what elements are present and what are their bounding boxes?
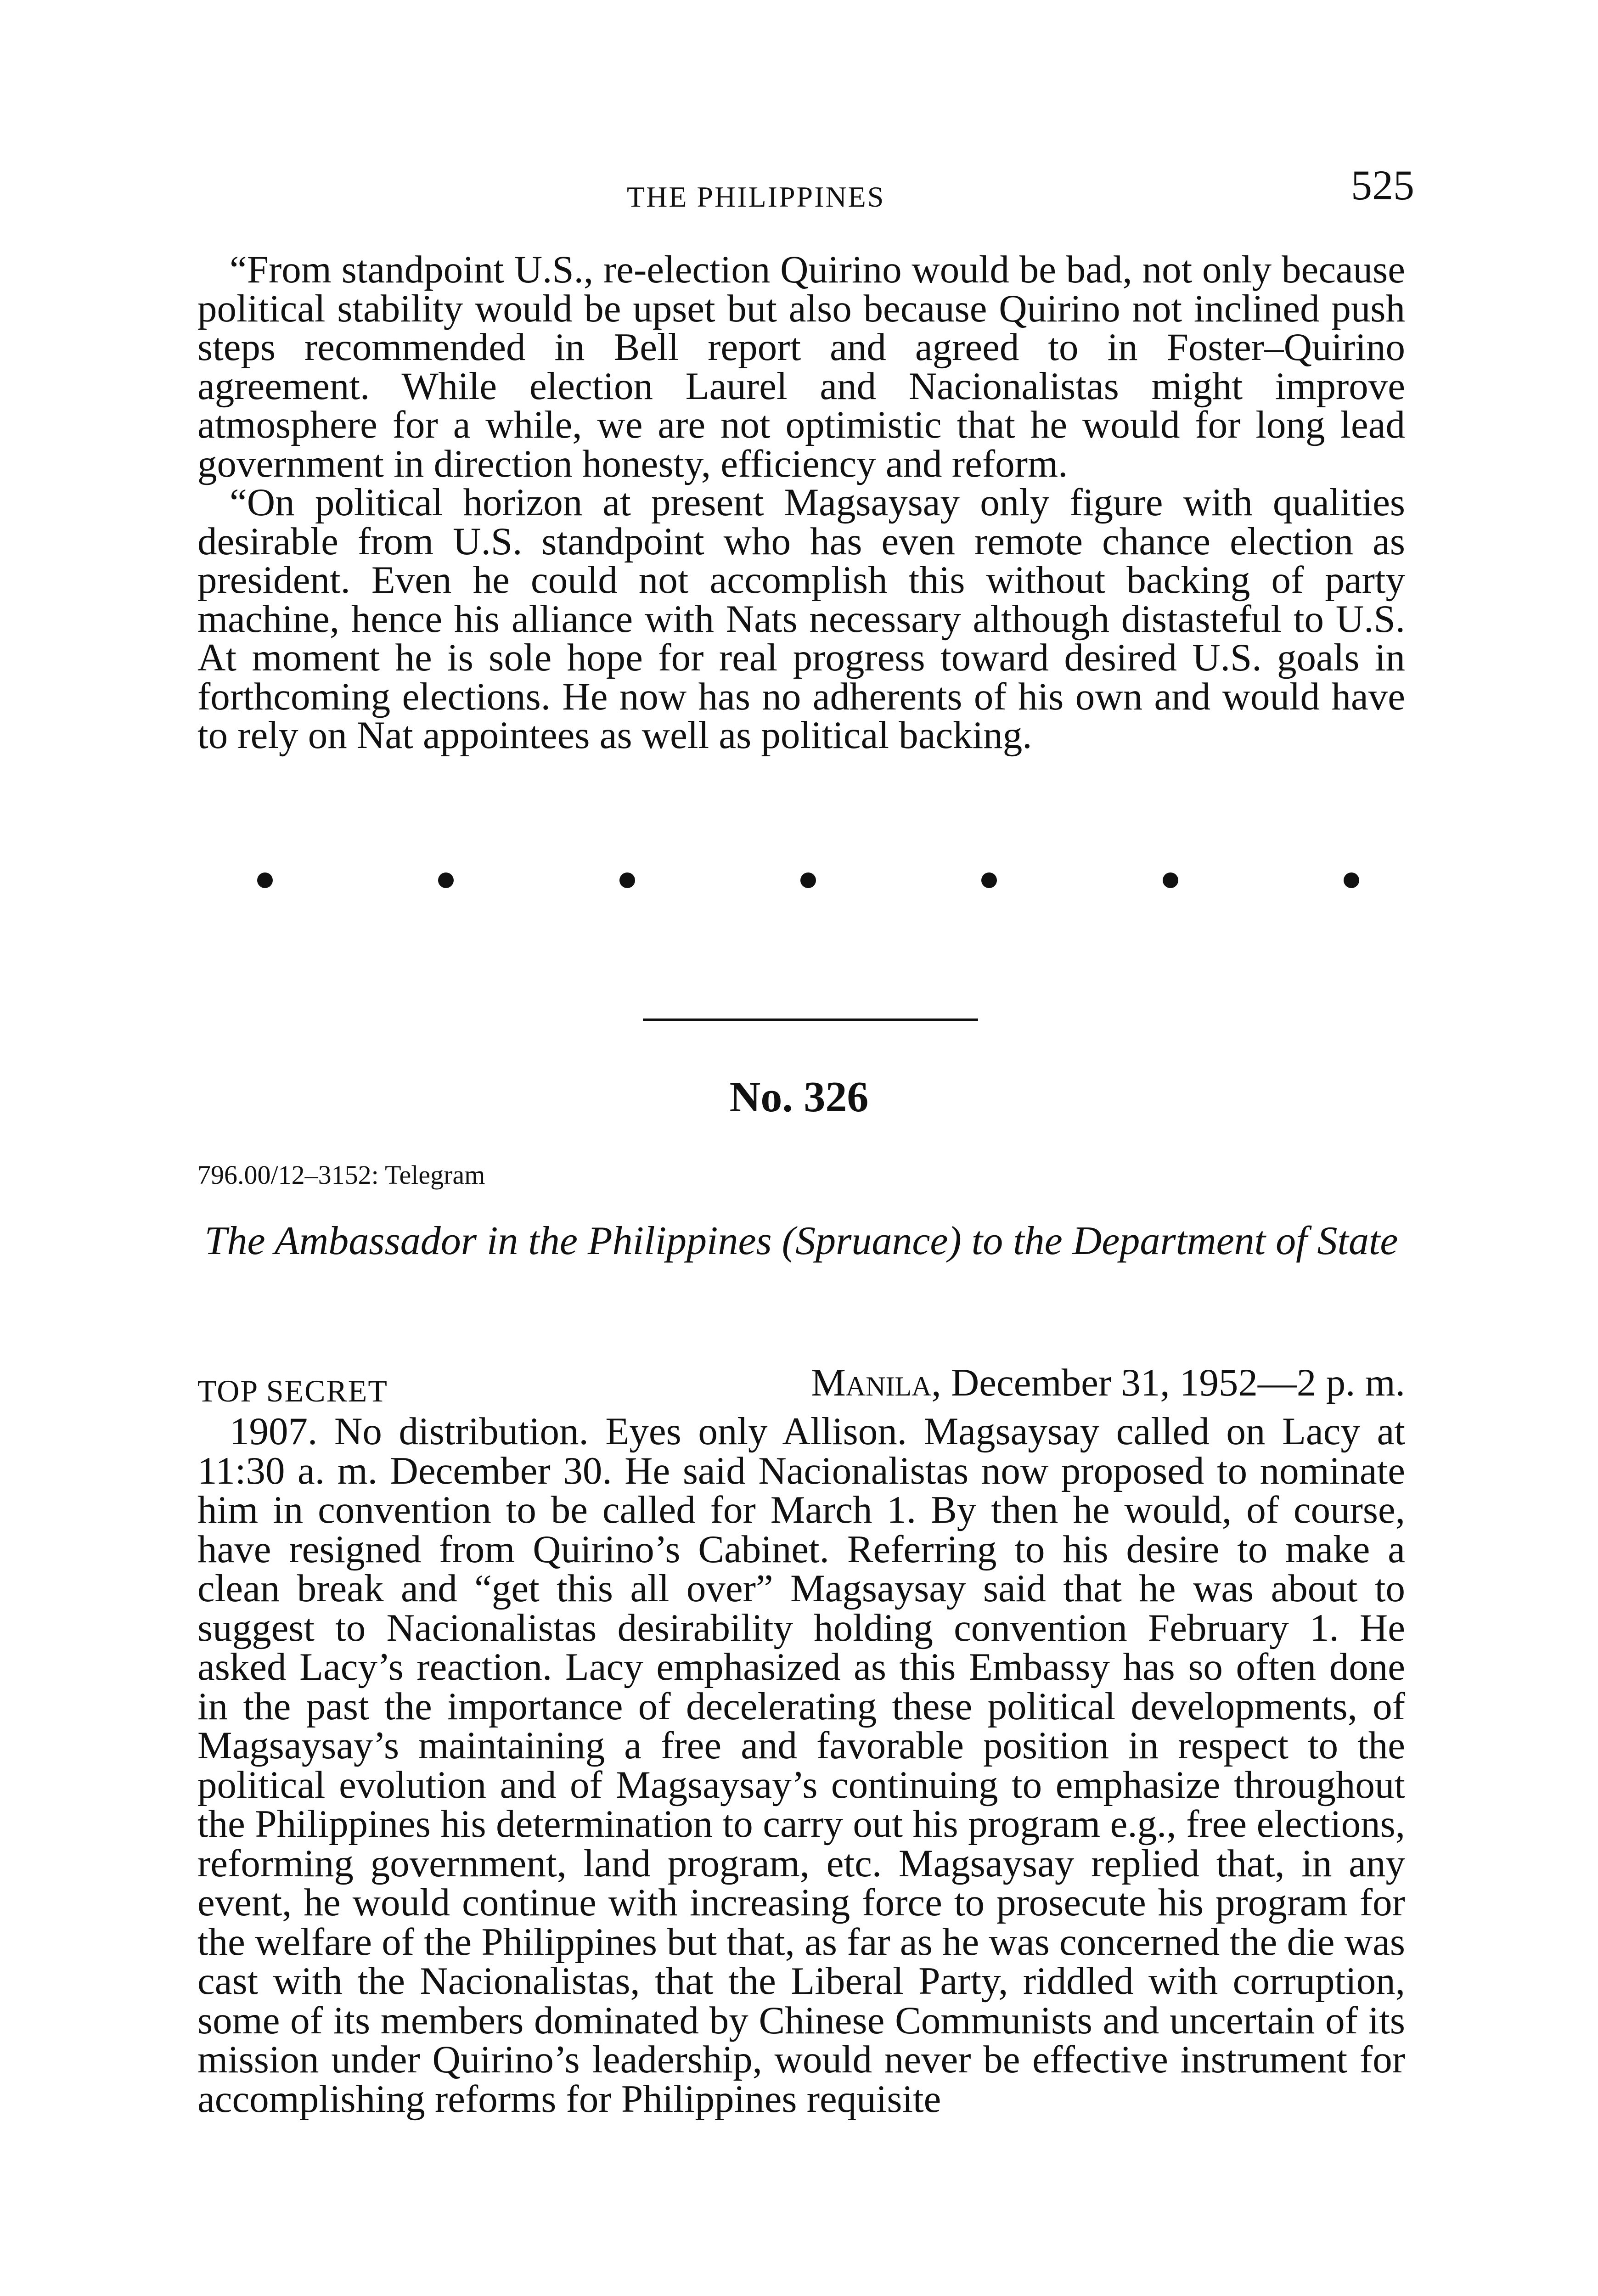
omission-dot xyxy=(981,872,997,888)
classification-label: TOP SECRET xyxy=(197,1373,388,1408)
omission-dot xyxy=(619,872,635,888)
omission-dot xyxy=(1344,872,1359,888)
document-number: No. 326 xyxy=(729,1073,869,1121)
dateline xyxy=(811,1360,1405,1405)
omission-dot xyxy=(800,872,816,888)
excerpt-paragraph-2: “On political horizon at present Magsaysay only figure with qualities desirable from U.S. standpoint who has even remote chance election as president. Even he could not accomplish this without backing of party machine, hence his alliance with Nats necessary although distasteful to U.S. At moment he is sole hope for real progress toward desired U.S. goals in forthcoming elections. He now has no adherents of his own and would have to rely on Nat appointees as well as political backing. xyxy=(197,481,1405,757)
dateline-date: December 31, 1952—2 p. m. xyxy=(951,1361,1405,1404)
omission-dot xyxy=(438,872,454,888)
running-head: THE PHILIPPINES xyxy=(627,180,885,213)
telegram-body xyxy=(197,1412,1405,2119)
file-reference: 796.00/12–3152: Telegram xyxy=(197,1160,485,1190)
telegram-paragraph: 1907. No distribution. Eyes only Allison. Magsaysay called on Lacy at 11:30 a. m. December 30. He said Nacionalistas now proposed to nominate him in convention to be called for March 1. By then he would, of course, have resigned from Quirino’s Cabinet. Referring to his desire to make a clean break and “get this all over” Magsaysay said that he was about to suggest to Nacionalistas desirability holding convention February 1. He asked Lacy’s reaction. Lacy emphasized as this Embassy has so often done in the past the importance of decelerating these political developments, of Magsaysay’s maintaining a free and favorable position in respect to the political evolution and of Magsaysay’s continuing to emphasize throughout the Philippines his determination to carry out his program e.g., free elections, reforming government, land program, etc. Magsaysay replied that, in any event, he would continue with increasing force to prosecute his program for the welfare of the Philippines but that, as far as he was concerned the die was cast with the Nacionalistas, that the Liberal Party, riddled with corruption, some of its members dominated by Chinese Communists and uncertain of its mission under Quirino’s leadership, would never be effective instrument for accomplishing reforms for Philippines requisite xyxy=(197,1410,1405,2121)
dateline-place: Manila, xyxy=(811,1361,941,1404)
quoted-excerpt xyxy=(197,250,1405,755)
excerpt-paragraph-1: “From standpoint U.S., re-election Quirino would be bad, not only because political stability would be upset but also because Quirino not inclined push steps recommended in Bell report and agreed to in Foster–Quirino agreement. While election Laurel and Nacionalistas might improve atmosphere for a while, we are not optimistic that he would for long lead government in direction honesty, efficiency and reform. xyxy=(197,248,1405,485)
document-title: The Ambassador in the Philippines (Spruance) to the Department of State xyxy=(204,1219,1398,1263)
omission-dots xyxy=(257,872,1359,888)
page-number: 525 xyxy=(1351,162,1414,208)
omission-dot xyxy=(1163,872,1178,888)
section-divider xyxy=(643,1019,978,1021)
omission-dot xyxy=(257,872,273,888)
